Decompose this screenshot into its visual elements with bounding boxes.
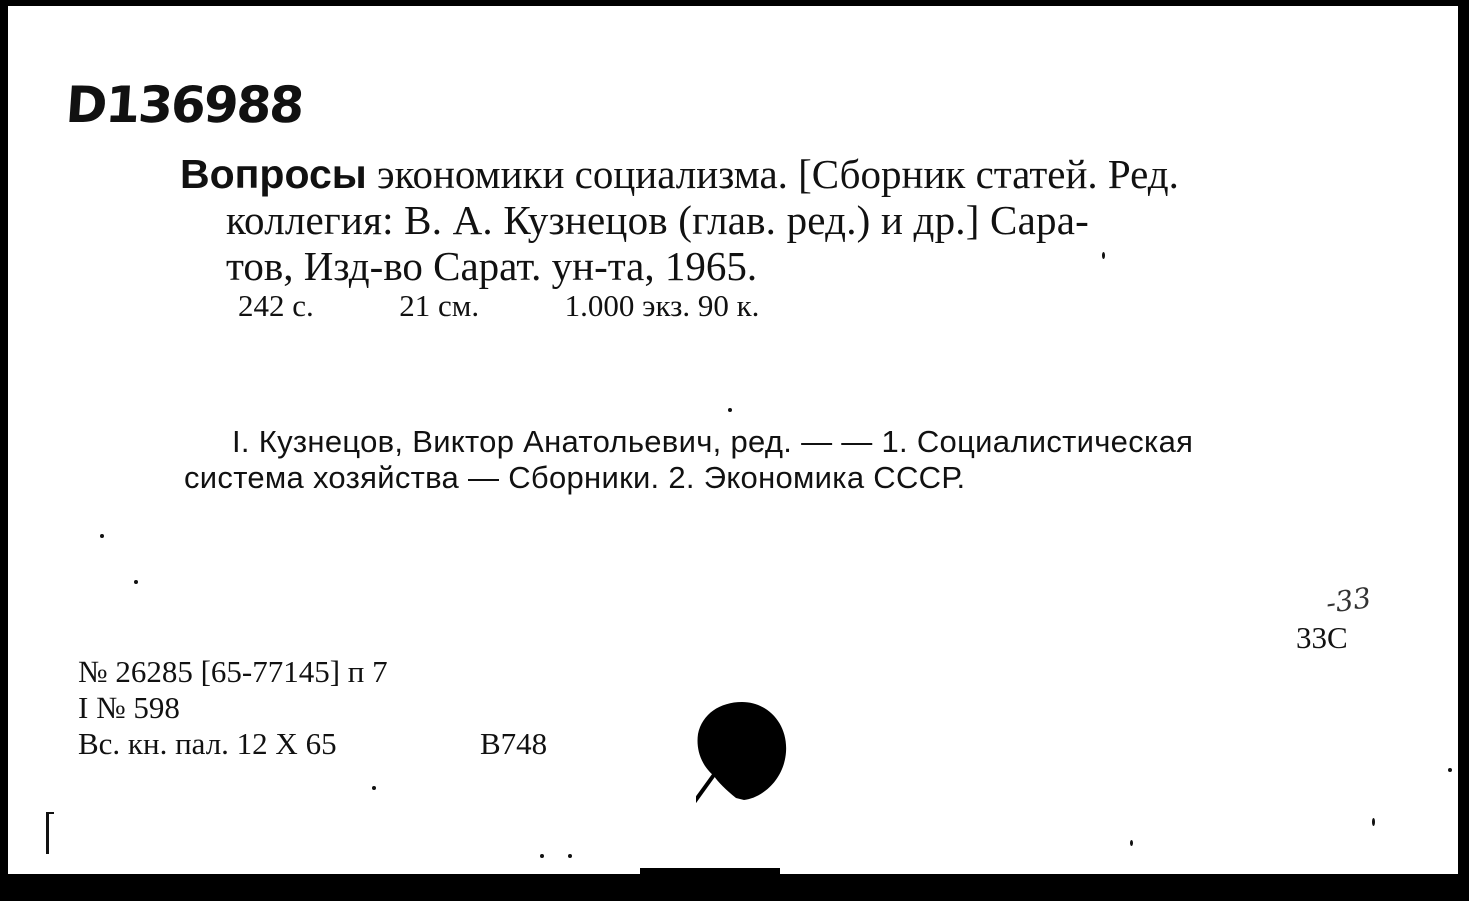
speck-mark <box>1102 252 1105 259</box>
title-line-1-rest: экономики социализма. [Сборник статей. Ред. <box>377 151 1179 197</box>
title-line-2: коллегия: В. А. Кузнецов (глав. ред.) и др.] Сара- <box>226 197 1089 243</box>
speck-mark <box>372 786 376 790</box>
chamber-line: Вс. кн. пал. 12 X 65 <box>78 726 337 761</box>
punch-hole-icon <box>696 702 788 804</box>
speck-mark <box>134 580 138 584</box>
handwritten-note: -33 <box>1323 581 1374 620</box>
page-count: 242 с. <box>238 288 314 323</box>
tracing-line-2: система хозяйства — Сборники. 2. Экономика СССР. <box>184 460 966 495</box>
collation <box>238 288 759 324</box>
speck-mark <box>1130 840 1133 846</box>
card-size: 21 см. <box>399 288 480 323</box>
speck-mark <box>100 534 104 538</box>
classification-mark: 33С <box>1296 620 1348 655</box>
speck-mark <box>540 854 544 858</box>
title-line-3: тов, Изд-во Сарат. ун-та, 1965. <box>226 243 758 289</box>
speck-mark <box>728 408 732 412</box>
speck-mark <box>568 854 572 858</box>
title-line-1 <box>180 150 1179 198</box>
call-number: D136988 <box>63 76 305 134</box>
scan-bottom-border <box>0 874 1469 901</box>
catalog-card <box>8 6 1458 874</box>
title-bold-word: Вопросы <box>180 151 367 197</box>
edge-mark <box>46 812 54 854</box>
inventory-number: I № 598 <box>78 690 180 725</box>
chamber-code: B748 <box>480 726 548 761</box>
record-number: № 26285 [65-77145] п 7 <box>78 654 388 689</box>
copies-price: 1.000 экз. 90 к. <box>564 288 760 323</box>
tracing-line-1: I. Кузнецов, Виктор Анатольевич, ред. — — 1. Социалистическая <box>232 424 1194 459</box>
speck-mark <box>1372 818 1375 826</box>
speck-mark <box>1448 768 1452 772</box>
